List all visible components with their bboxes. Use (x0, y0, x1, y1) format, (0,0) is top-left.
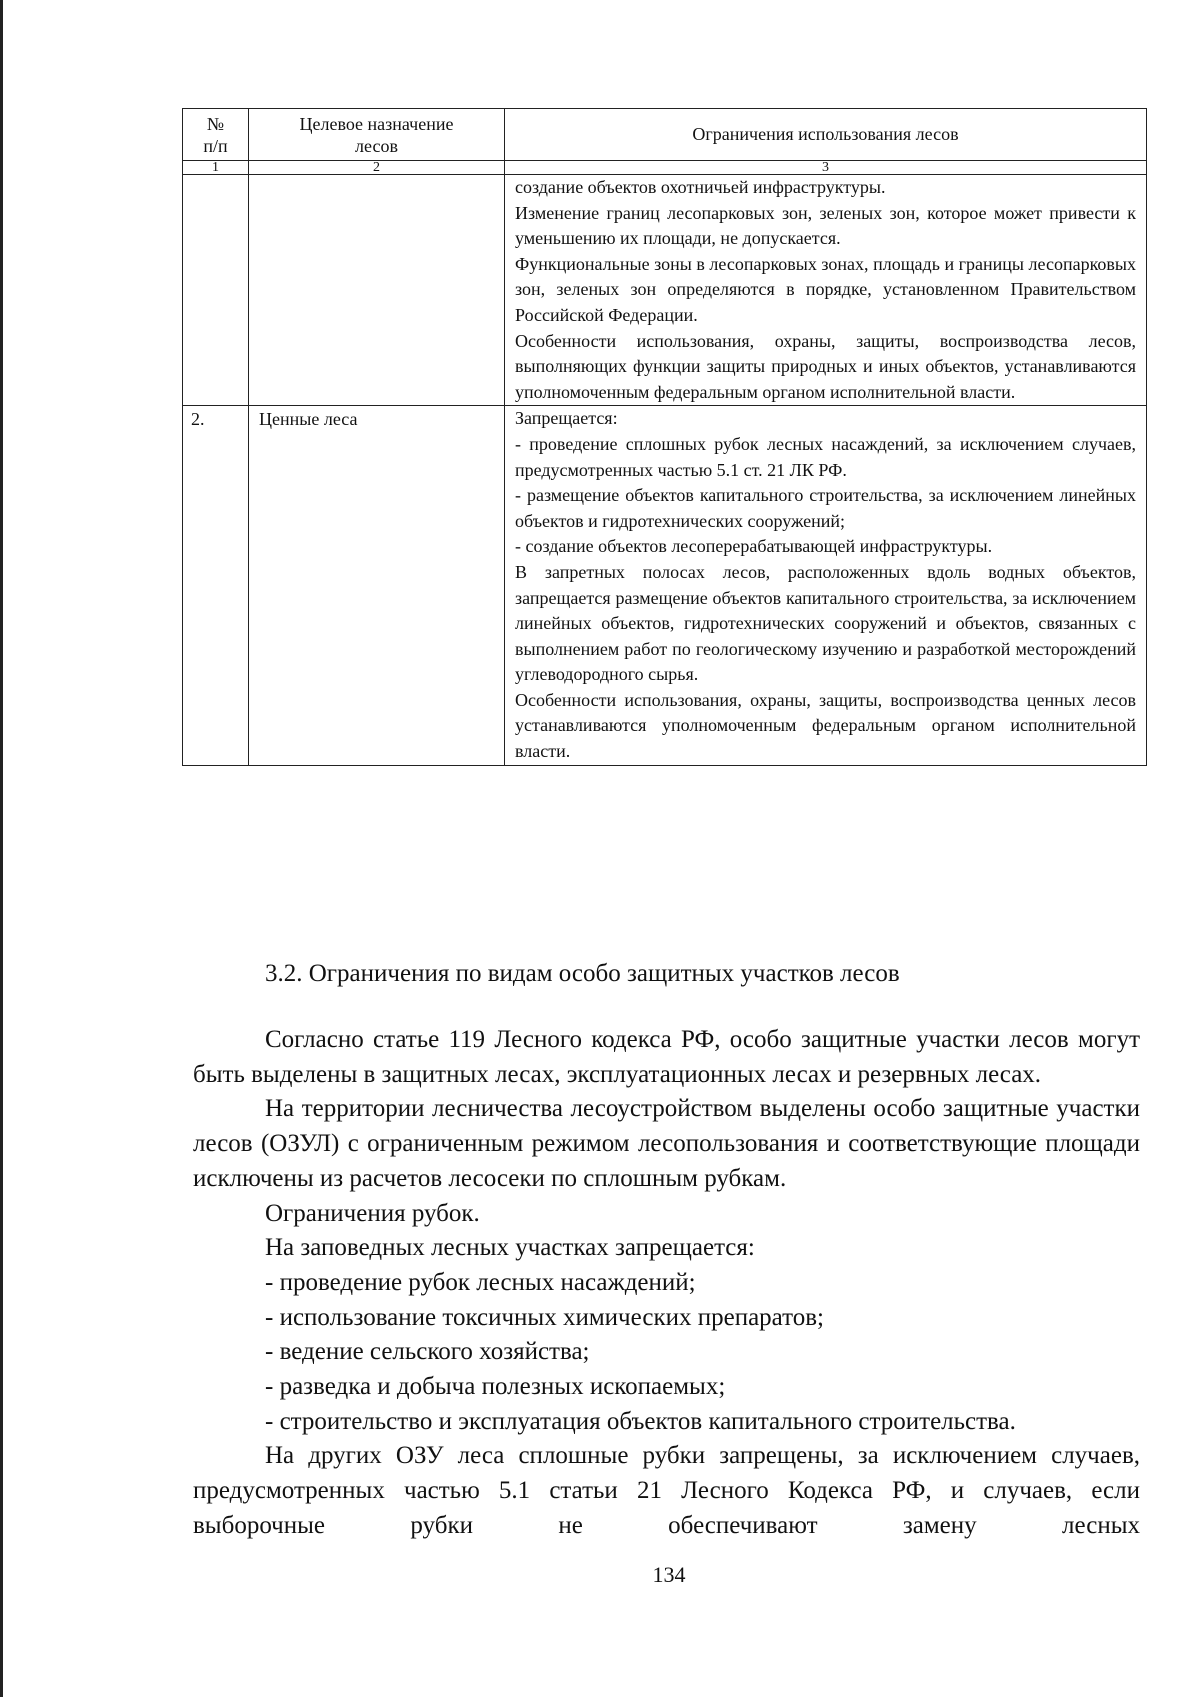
restriction-paragraph: Функциональные зоны в лесопарковых зонах, площадь и границы лесопарковых зон, зеленых зон определяются в порядке, установленном Правительством Российской Федерации. (515, 253, 1136, 325)
table-row (183, 406, 1147, 765)
row-purpose: Ценные леса (249, 406, 505, 765)
restriction-paragraph: - проведение сплошных рубок лесных насаждений, за исключением случаев, предусмотренных частью 5.1 ст. 21 ЛК РФ. (515, 433, 1136, 480)
restriction-paragraph: создание объектов охотничьей инфраструктуры. (515, 177, 886, 197)
row-number (183, 175, 249, 406)
row-restrictions (505, 175, 1147, 406)
row-number: 2. (183, 406, 249, 765)
body-text (193, 1023, 1140, 1544)
restriction-paragraph: Запрещается: (515, 408, 618, 429)
header-number-line-2: п/п (203, 135, 228, 156)
body-paragraph: На заповедных лесных участках запрещается: (265, 1234, 755, 1262)
scan-left-edge (0, 0, 3, 1697)
body-paragraph: На территории лесничества лесоустройством выделены особо защитные участки лесов (ОЗУЛ) с ограниченным режимом лесопользования и соответствующие площади исключены из расчетов лесосеки по сплошным рубкам. (193, 1095, 1140, 1192)
column-number-3: 3 (505, 161, 1147, 175)
column-number-2: 2 (249, 161, 505, 175)
restriction-paragraph: - размещение объектов капитального строительства, за исключением линейных объектов и гидротехнических сооружений; (515, 485, 1136, 531)
list-item: - использование токсичных химических препаратов; (265, 1303, 824, 1331)
list-item: - строительство и эксплуатация объектов капитального строительства. (265, 1407, 1016, 1435)
body-paragraph: Ограничения рубок. (265, 1199, 480, 1227)
header-purpose-line-2: лесов (355, 135, 398, 156)
column-number-1: 1 (183, 161, 249, 175)
restriction-paragraph: Особенности использования, охраны, защиты, воспроизводства ценных лесов устанавливаются уполномоченным федеральным органом исполнительной власти. (515, 689, 1136, 762)
forest-restrictions-table (182, 108, 1147, 766)
column-number-row (183, 161, 1147, 175)
row-restrictions (505, 406, 1147, 765)
page-number: 134 (652, 1562, 686, 1587)
header-purpose (249, 109, 505, 161)
header-number-line-1: № (206, 113, 225, 134)
restriction-paragraph: Особенности использования, охраны, защиты, воспроизводства лесов, выполняющих функции защиты природных и иных объектов, устанавливаются уполномоченным федеральным органом исполнительной власти. (515, 330, 1136, 402)
body-paragraph: На других ОЗУ леса сплошные рубки запрещены, за исключением случаев, предусмотренных частью 5.1 статьи 21 Лесного Кодекса РФ, и случаев, если выборочные рубки не обеспечивают замену лесных (193, 1442, 1140, 1539)
table-row (183, 175, 1147, 406)
restriction-paragraph: Изменение границ лесопарковых зон, зеленых зон, которое может привести к уменьшению их площади, не допускается. (515, 202, 1136, 249)
list-item: - проведение рубок лесных насаждений; (265, 1268, 696, 1296)
body-paragraph: Согласно статье 119 Лесного кодекса РФ, особо защитные участки лесов могут быть выделены в защитных лесах, эксплуатационных лесах и резервных лесах. (193, 1026, 1140, 1088)
section-title: 3.2. Ограничения по видам особо защитных участков лесов (265, 960, 900, 987)
restriction-paragraph: - создание объектов лесоперерабатывающей инфраструктуры. (515, 536, 993, 557)
header-purpose-line-1: Целевое назначение (299, 113, 454, 134)
restriction-paragraph: В запретных полосах лесов, расположенных вдоль водных объектов, запрещается размещение объектов капитального строительства, за исключением линейных объектов, гидротехнических сооружений и объектов, связанных с выполнением работ по геологическому изучению и разработкой месторождений углеводородного сырья. (515, 561, 1136, 685)
header-restrictions: Ограничения использования лесов (505, 109, 1147, 161)
list-item: - ведение сельского хозяйства; (265, 1338, 590, 1366)
row-purpose (249, 175, 505, 406)
table-header-row (183, 109, 1147, 161)
header-number (183, 109, 249, 161)
list-item: - разведка и добыча полезных ископаемых; (265, 1373, 726, 1401)
